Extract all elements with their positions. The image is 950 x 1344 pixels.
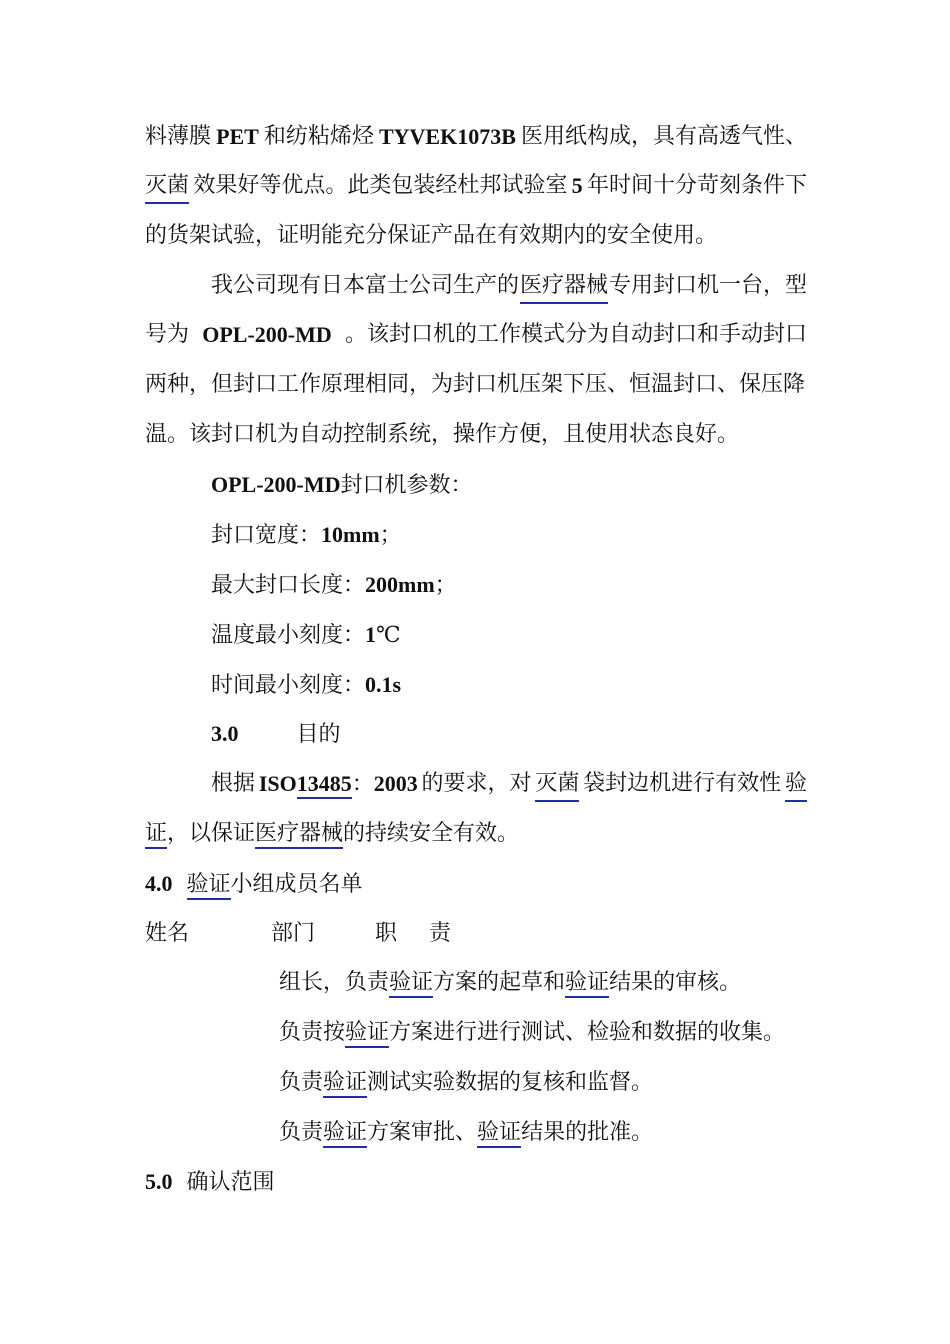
duty-row: 负责按验证方案进行进行测试、检验和数据的收集。 <box>279 1018 807 1048</box>
link-validation[interactable]: 证 <box>145 821 167 849</box>
section-5-heading <box>145 1167 807 1198</box>
section-3-heading <box>211 719 807 750</box>
link-validation[interactable]: 验证 <box>187 872 231 900</box>
header-department: 部门 <box>271 921 316 946</box>
link-sterilization[interactable]: 灭菌 <box>535 769 579 802</box>
section-3-line-2: 证，以保证医疗器械的持续安全有效。 <box>145 819 807 849</box>
section-4-heading: 4.0 验证小组成员名单 <box>145 869 807 900</box>
param-seal-width: 封口宽度：10mm； <box>211 522 402 548</box>
paragraph-2-line-1: 我公司现有日本富士公司生产的 医疗器械 专用封口机一台，型 <box>211 271 807 304</box>
link-validation[interactable]: 验证 <box>323 1120 367 1148</box>
section-title: 确认范围 <box>186 1170 275 1195</box>
duty-row: 组长，负责验证方案的起草和验证结果的审核。 <box>279 968 807 998</box>
paragraph-1-line-3: 的货架试验，证明能充分保证产品在有效期内的安全使用。 <box>145 223 718 248</box>
link-sterilization[interactable]: 灭菌 <box>145 171 189 204</box>
section-title: 目的 <box>296 722 341 747</box>
paragraph-1-line-2: 灭菌 效果好等优点。此类包装经杜邦试验室 5 年时间十分苛刻条件下 <box>145 171 807 204</box>
param-max-seal-length: 最大封口长度：200mm； <box>211 572 457 598</box>
header-name: 姓名 <box>145 921 190 946</box>
link-validation[interactable]: 验证 <box>477 1120 521 1148</box>
link-validation[interactable]: 验证 <box>565 970 609 998</box>
header-duty-1: 职 <box>375 921 398 946</box>
link-validation[interactable]: 验证 <box>323 1070 367 1098</box>
duty-row: 负责验证测试实验数据的复核和监督。 <box>279 1068 807 1098</box>
param-min-temperature: 温度最小刻度：1℃ <box>211 622 401 648</box>
header-duty-2: 责 <box>429 921 452 946</box>
link-validation[interactable]: 验 <box>785 769 807 802</box>
link-validation[interactable]: 验证 <box>345 1020 389 1048</box>
section-number: 3.0 <box>211 721 239 746</box>
paragraph-1-line-1: 料薄膜 PET 和纺粘烯烃 TYVEK1073B 医用纸构成，具有高透气性、 <box>145 124 807 149</box>
param-min-time: 时间最小刻度：0.1s <box>211 672 402 698</box>
params-heading: OPL-200-MD封口机参数： <box>211 472 473 498</box>
paragraph-2-line-3: 两种，但封口工作原理相同，为封口机压架下压、恒温封口、保压降 <box>145 372 806 397</box>
duty-row: 负责验证方案审批、验证结果的批准。 <box>279 1118 807 1148</box>
link-13485[interactable]: 13485 <box>297 771 352 799</box>
member-table-header <box>145 919 807 949</box>
link-medical-device[interactable]: 医疗器械 <box>520 271 608 304</box>
paragraph-2-line-2: 号为 OPL-200-MD 。该封口机的工作模式分为自动封口和手动封口 <box>145 322 807 347</box>
section-number: 4.0 <box>145 871 173 896</box>
paragraph-2-line-4: 温。该封口机为自动控制系统，操作方便，且使用状态良好。 <box>145 422 740 447</box>
link-medical-device[interactable]: 医疗器械 <box>255 821 343 849</box>
section-number: 5.0 <box>145 1169 173 1194</box>
section-3-line-1: 根据 ISO13485：2003 的要求，对 灭菌 袋封边机进行有效性 验 <box>211 769 807 802</box>
link-validation[interactable]: 验证 <box>389 970 433 998</box>
